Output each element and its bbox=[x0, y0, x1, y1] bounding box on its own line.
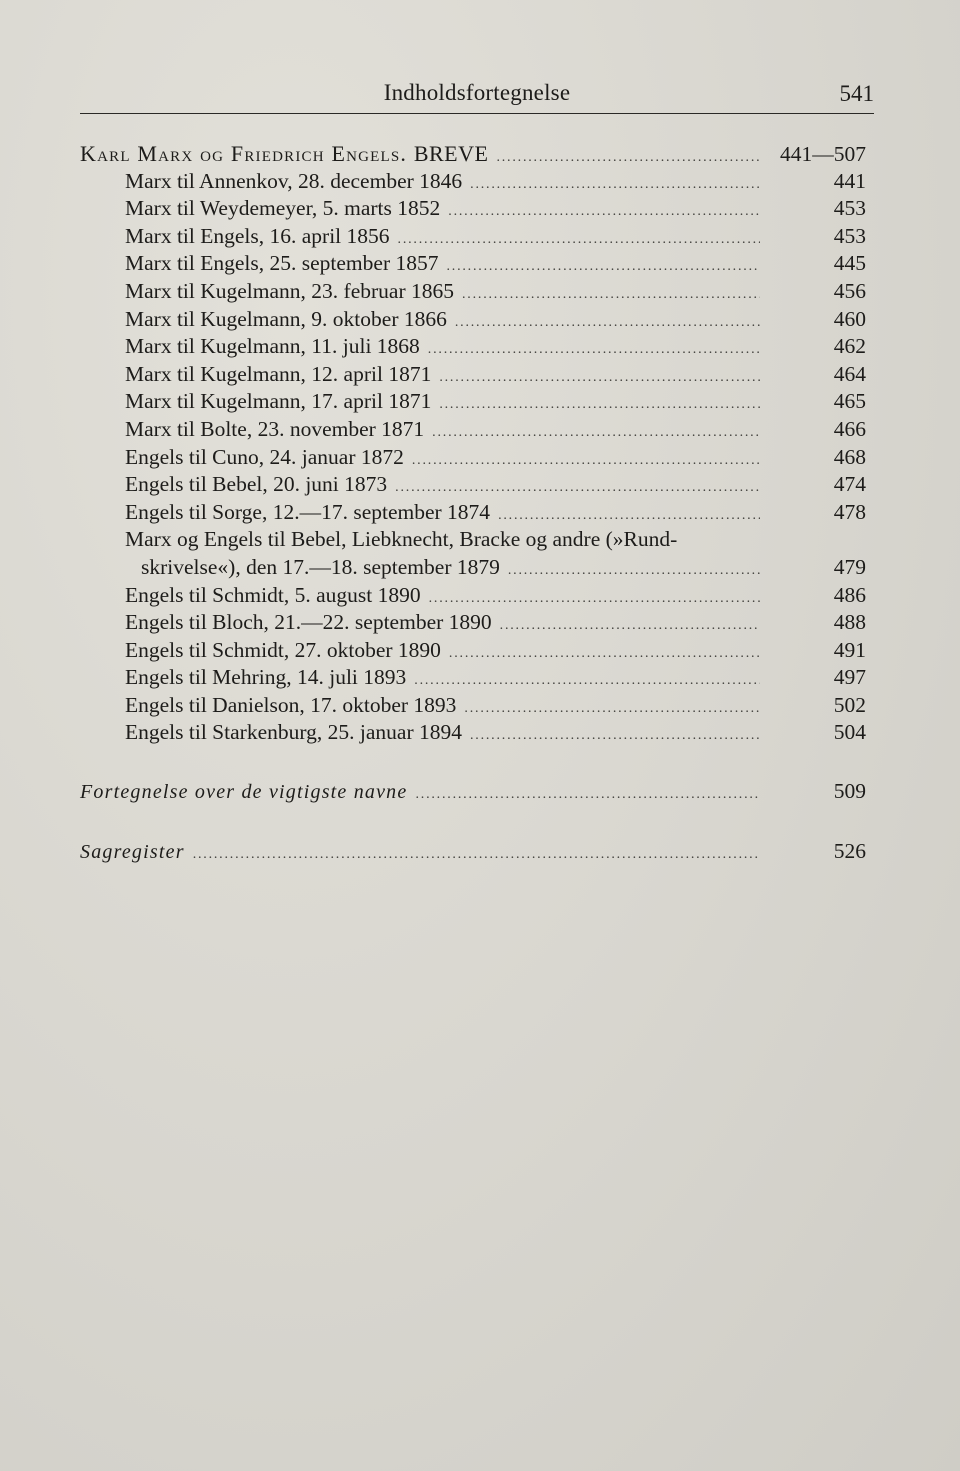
toc-entry-label: Marx til Kugelmann, 11. juli 1868 bbox=[125, 334, 420, 359]
section-title-caps: BREVE bbox=[413, 141, 489, 166]
toc-index-label: Sagregister bbox=[80, 840, 185, 863]
leader-dots bbox=[414, 667, 760, 695]
toc-section-heading bbox=[80, 140, 874, 168]
toc-entry-page: 456 bbox=[833, 278, 866, 303]
toc-entry-label: Marx til Kugelmann, 9. oktober 1866 bbox=[125, 306, 447, 331]
leader-dots bbox=[448, 198, 760, 226]
toc-index-label: Fortegnelse over de vigtigste navne bbox=[80, 781, 408, 804]
toc-entry-page: 486 bbox=[833, 582, 866, 607]
toc-entry bbox=[80, 250, 874, 278]
toc-entry-page: 466 bbox=[833, 416, 866, 441]
toc-entry-label: Engels til Bebel, 20. juni 1873 bbox=[125, 472, 388, 497]
toc-index-entry bbox=[80, 838, 874, 866]
leader-dots bbox=[455, 309, 760, 337]
toc-entry-page: 468 bbox=[833, 444, 866, 469]
toc-entry bbox=[80, 609, 874, 637]
leader-dots bbox=[470, 722, 760, 750]
toc-entry bbox=[80, 444, 874, 472]
toc-entry-label: Marx til Bolte, 23. november 1871 bbox=[125, 416, 425, 441]
leader-dots bbox=[439, 391, 760, 419]
leader-dots bbox=[412, 447, 760, 475]
leader-dots bbox=[429, 585, 760, 613]
leader-dots bbox=[500, 612, 760, 640]
toc-entry-wrapped-line1 bbox=[80, 526, 874, 554]
toc-entry-page: 464 bbox=[833, 361, 866, 386]
toc-entry-label: Marx og Engels til Bebel, Liebknecht, Bracke og andre (»Rund- bbox=[125, 527, 678, 552]
header-rule bbox=[80, 113, 874, 114]
toc-entry-page: 502 bbox=[833, 692, 866, 717]
toc-entry-page: 504 bbox=[833, 720, 866, 745]
leader-dots bbox=[508, 557, 760, 585]
toc-entry bbox=[80, 361, 874, 389]
toc-entry-label: Marx til Engels, 25. september 1857 bbox=[125, 251, 439, 276]
toc-entry-page: 465 bbox=[833, 389, 866, 414]
leader-dots bbox=[462, 281, 760, 309]
toc-entry bbox=[80, 664, 874, 692]
toc-entry bbox=[80, 719, 874, 747]
toc-entry-page: 497 bbox=[833, 665, 866, 690]
toc-entry bbox=[80, 637, 874, 665]
toc-entry bbox=[80, 499, 874, 527]
toc-entry-page: 453 bbox=[833, 223, 866, 248]
toc-entry-page: 491 bbox=[833, 637, 866, 662]
leader-dots bbox=[498, 502, 760, 530]
toc-entry-page: 462 bbox=[833, 334, 866, 359]
toc-index-entry bbox=[80, 778, 874, 806]
leader-dots bbox=[470, 171, 760, 199]
toc-entry-label: Engels til Mehring, 14. juli 1893 bbox=[125, 665, 407, 690]
toc-entry-wrapped-line2 bbox=[80, 554, 874, 582]
spacer bbox=[80, 806, 874, 838]
toc-entry bbox=[80, 223, 874, 251]
toc-entry bbox=[80, 582, 874, 610]
leader-dots bbox=[398, 226, 760, 254]
toc-entry bbox=[80, 278, 874, 306]
toc-entry-page: 478 bbox=[833, 499, 866, 524]
toc-entry-page: 453 bbox=[833, 196, 866, 221]
toc-entry-page: 479 bbox=[833, 554, 866, 579]
toc-entry bbox=[80, 168, 874, 196]
toc-entry-label: Engels til Danielson, 17. oktober 1893 bbox=[125, 692, 457, 717]
toc-entry-label: Engels til Cuno, 24. januar 1872 bbox=[125, 444, 404, 469]
toc-entry-label: Engels til Sorge, 12.—17. september 1874 bbox=[125, 499, 491, 524]
toc-entry bbox=[80, 333, 874, 361]
toc-entry-label: Marx til Annenkov, 28. december 1846 bbox=[125, 168, 463, 193]
toc-entry-page: 474 bbox=[833, 472, 866, 497]
toc-entry-label: Engels til Schmidt, 5. august 1890 bbox=[125, 582, 421, 607]
toc-entry bbox=[80, 416, 874, 444]
leader-dots bbox=[432, 419, 760, 447]
toc-entry-page: 441 bbox=[833, 168, 866, 193]
leader-dots bbox=[446, 253, 760, 281]
toc-entry-page: 488 bbox=[833, 610, 866, 635]
running-head-title: Indholdsfortegnelse bbox=[383, 80, 571, 105]
toc-entry-label: Marx til Kugelmann, 17. april 1871 bbox=[125, 389, 432, 414]
toc-entry bbox=[80, 306, 874, 334]
leader-dots bbox=[464, 695, 760, 723]
toc-entry bbox=[80, 471, 874, 499]
section-pages: 441—507 bbox=[780, 142, 866, 166]
leader-dots bbox=[439, 364, 760, 392]
table-of-contents bbox=[80, 140, 874, 865]
page-number: 541 bbox=[839, 81, 874, 106]
leader-dots bbox=[449, 640, 760, 668]
toc-entry-label: Marx til Kugelmann, 23. februar 1865 bbox=[125, 278, 454, 303]
section-title-smallcaps: Karl Marx og Friedrich Engels. bbox=[80, 141, 408, 166]
leader-dots bbox=[428, 336, 760, 364]
running-head bbox=[80, 78, 874, 112]
toc-entry-page: 445 bbox=[833, 251, 866, 276]
toc-index-page: 526 bbox=[833, 838, 866, 863]
toc-entry bbox=[80, 388, 874, 416]
leader-dots bbox=[415, 781, 760, 809]
leader-dots bbox=[395, 474, 760, 502]
toc-entry bbox=[80, 195, 874, 223]
toc-entry-label: Marx til Weydemeyer, 5. marts 1852 bbox=[125, 196, 441, 221]
toc-entry-label: skrivelse«), den 17.—18. september 1879 bbox=[141, 554, 500, 579]
spacer bbox=[80, 747, 874, 778]
leader-dots bbox=[193, 841, 760, 869]
toc-entry-label: Marx til Engels, 16. april 1856 bbox=[125, 223, 390, 248]
toc-index-page: 509 bbox=[833, 779, 866, 804]
toc-entry-label: Engels til Schmidt, 27. oktober 1890 bbox=[125, 637, 441, 662]
toc-entry-page: 460 bbox=[833, 306, 866, 331]
toc-entry-label: Engels til Starkenburg, 25. januar 1894 bbox=[125, 720, 462, 745]
toc-entry-label: Marx til Kugelmann, 12. april 1871 bbox=[125, 361, 432, 386]
toc-entry-label: Engels til Bloch, 21.—22. september 1890 bbox=[125, 610, 492, 635]
toc-entry bbox=[80, 692, 874, 720]
